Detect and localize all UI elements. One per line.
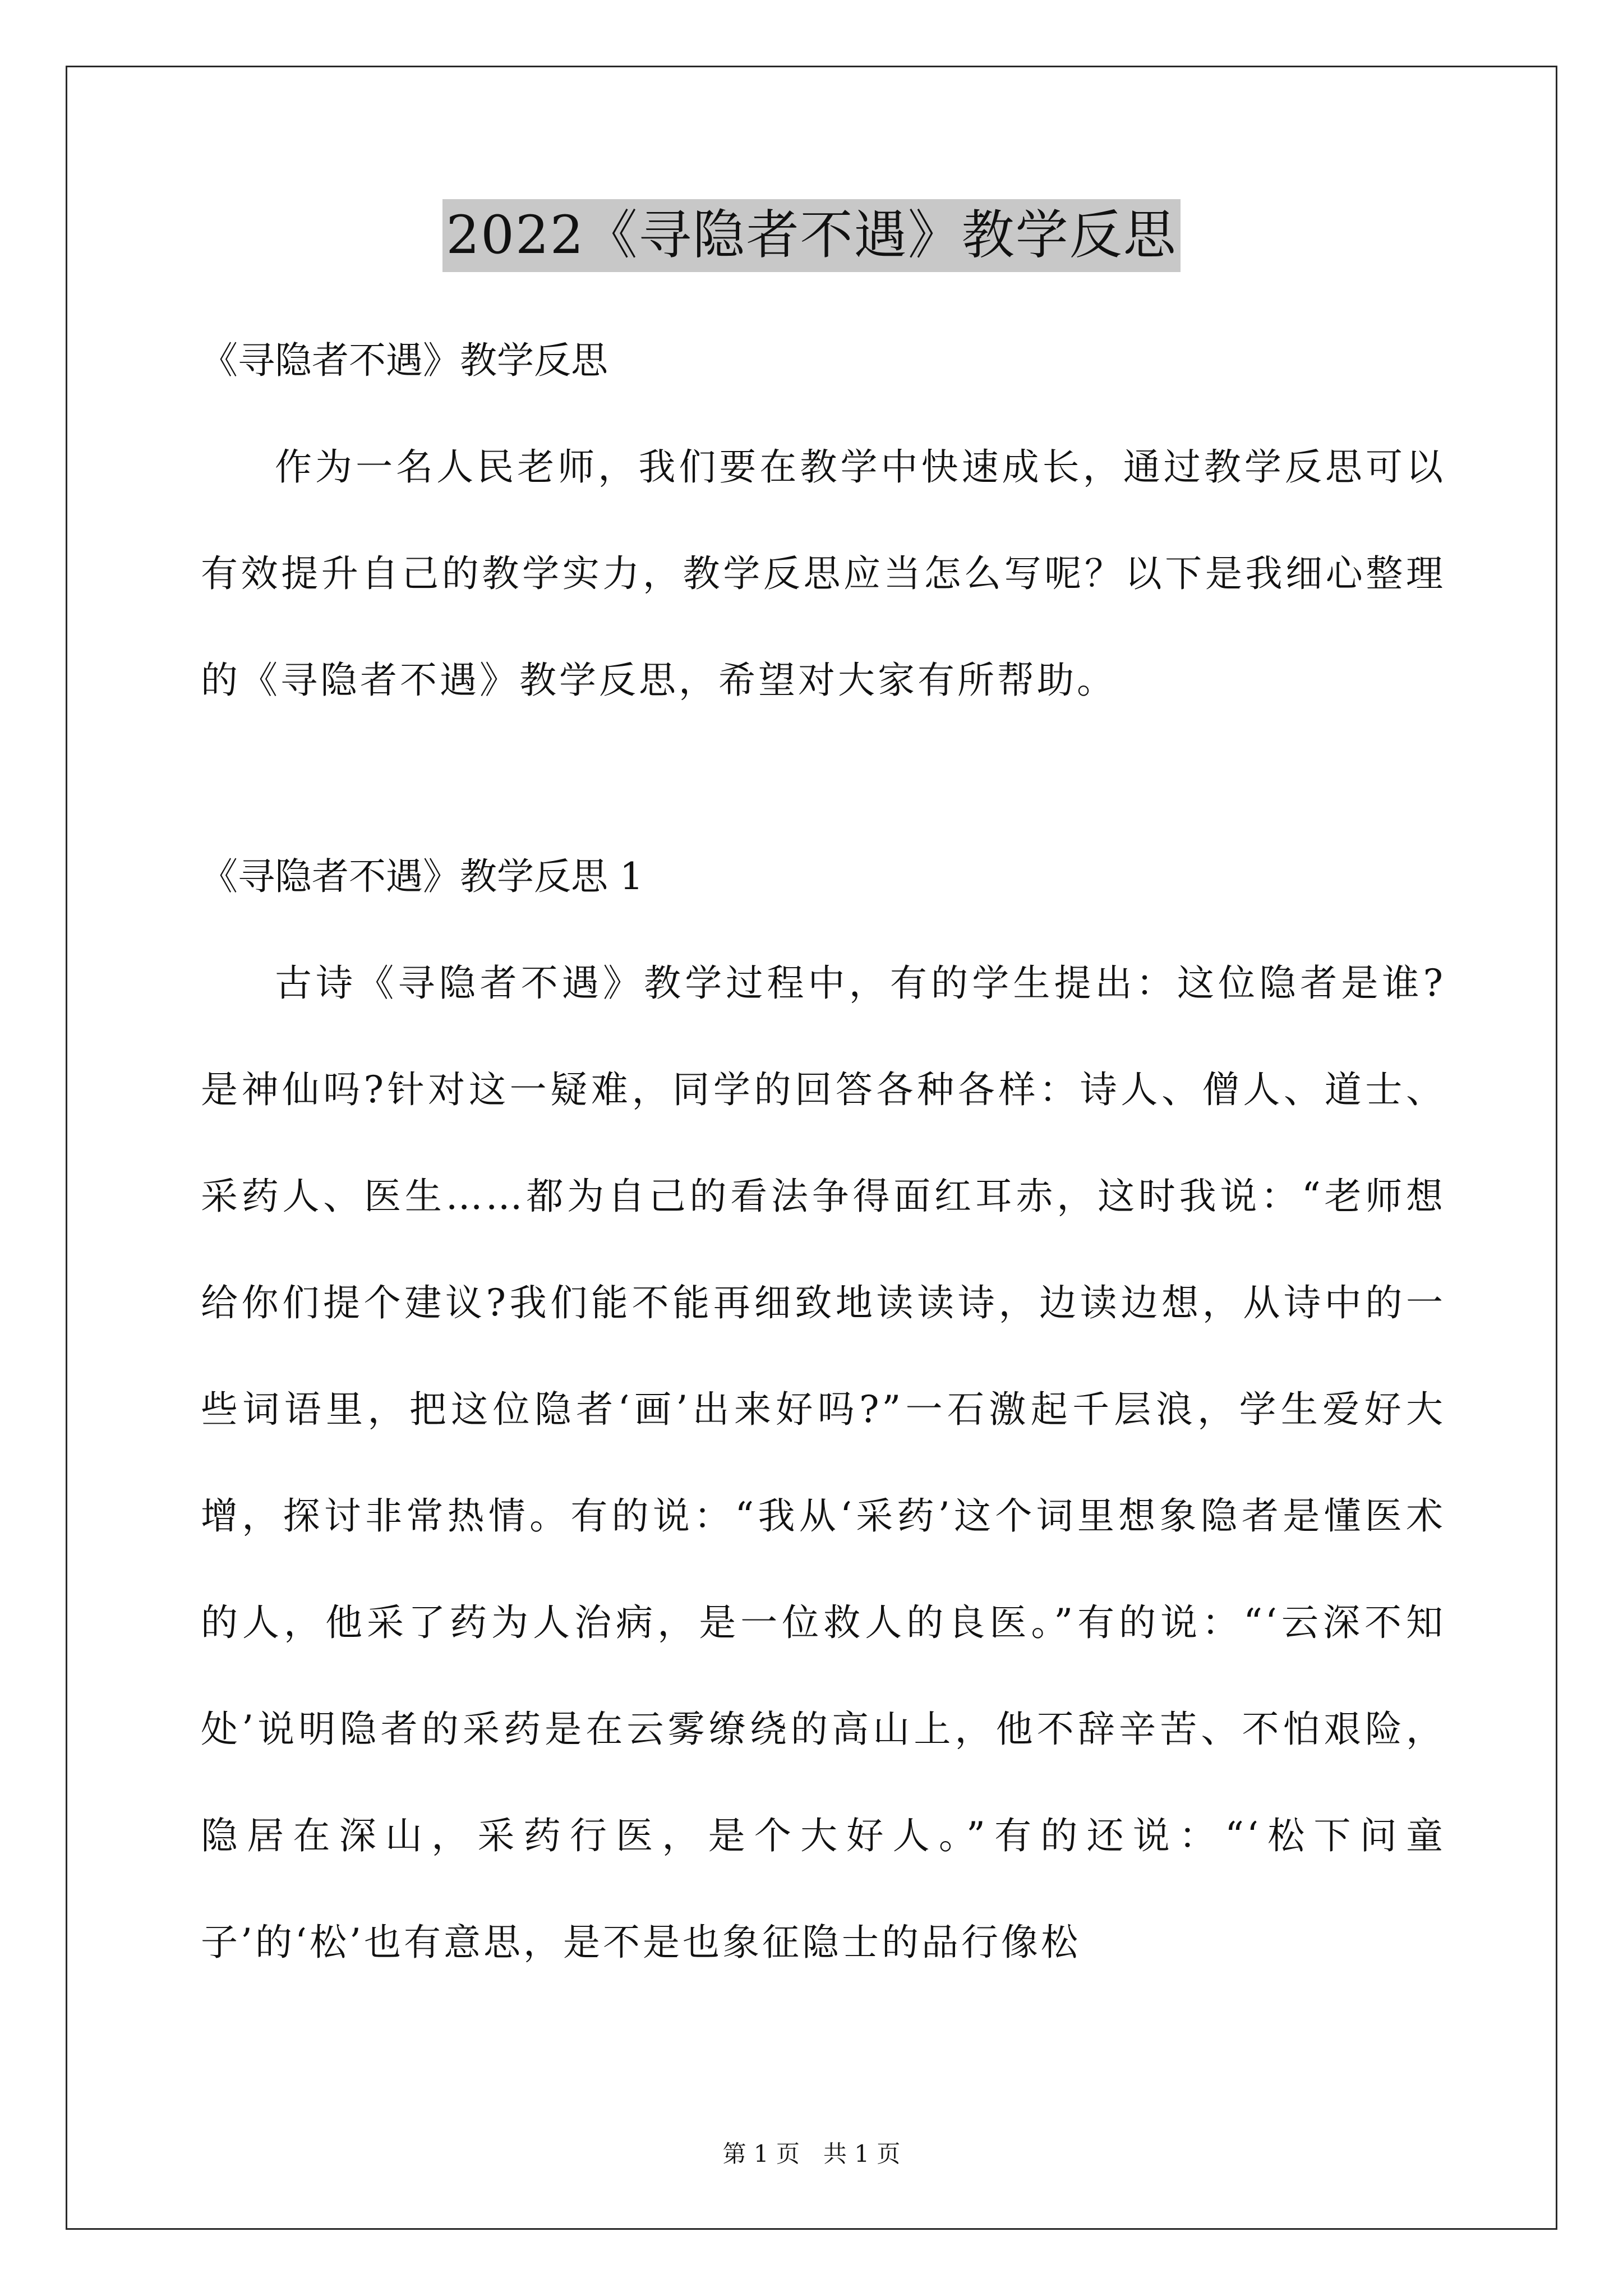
subtitle: 《寻隐者不遇》教学反思 [201,339,608,382]
section-spacer [201,734,1446,823]
document-title-text: 2022《寻隐者不遇》教学反思 [442,199,1180,272]
section-1-paragraph: 古诗《寻隐者不遇》教学过程中，有的学生提出：这位隐者是谁?是神仙吗?针对这一疑难，同学的回答各种各样：诗人、僧人、道士、采药人、医生……都为自己的看法争得面红耳赤，这时我说：“老师想给你们提个建议?我们能不能再细致地读读诗，边读边想，从诗中的一些词语里，把这位隐者‘画’出来好吗?”一石激起千层浪，学生爱好大增，探讨非常热情。有的说：“我从‘采药’这个词里想象隐者是懂医术的人，他采了药为人治病，是一位救人的良医。”有的说：“‘云深不知处’说明隐者的采药是在云雾缭绕的高山上，他不辞辛苦、不怕艰险，隐居在深山，采药行医，是个大好人。”有的还说：“‘松下问童子’的‘松’也有意思，是不是也象征隐士的品行像松 [201,961,1446,1964]
section-1-heading: 《寻隐者不遇》教学反思 1 [201,855,643,898]
intro-paragraph: 作为一名人民老师，我们要在教学中快速成长，通过教学反思可以有效提升自己的教学实力，教学反思应当怎么写呢？以下是我细心整理的《寻隐者不遇》教学反思，希望对大家有所帮助。 [201,445,1446,702]
page-footer: 第 1 页 共 1 页 [722,2140,901,2168]
document-body [201,307,1446,1996]
document-title [0,199,1623,272]
